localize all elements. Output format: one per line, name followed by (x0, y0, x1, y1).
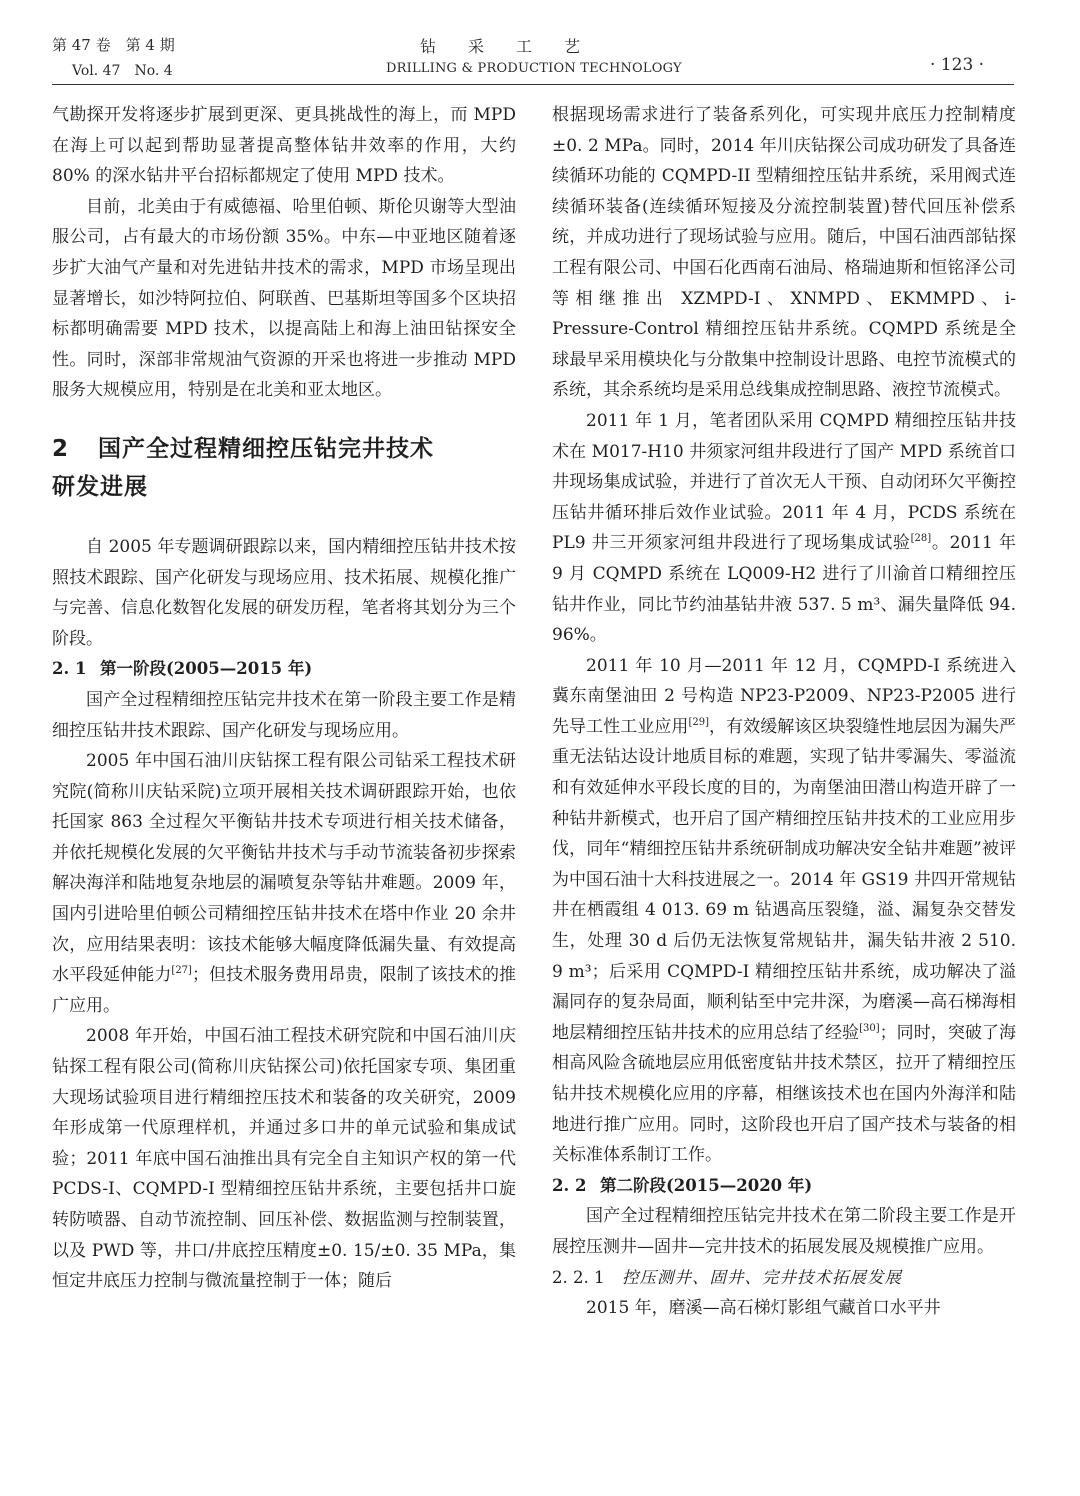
right-paragraph-2-text-b: 。2011 年 9 月 CQMPD 系统在 LQ009-H2 进行了川渝首口精细控压钻井作业，同比节约油基钻井液 537. 5 m³、漏失量降低 94. 96%。 (552, 533, 1016, 646)
subsection-2-2-1-number: 2. 2. 1 (552, 1267, 605, 1287)
subsection-2-2-number: 2. 2 (552, 1175, 587, 1195)
subsection-2-1-number: 2. 1 (52, 659, 87, 679)
right-paragraph-5: 2015 年，磨溪—高石梯灯影组气藏首口水平井 (586, 1298, 941, 1319)
subsection-2-2-1-heading (552, 1263, 1016, 1294)
right-paragraph-3-text-a: 2011 年 10 月—2011 年 12 月，CQMPD-I 系统进入冀东南堡油田 2 号构造 NP23-P2009、NP23-P2005 进行先导工性工业应用 (552, 655, 1016, 737)
citation-28: [28] (910, 533, 932, 545)
subsection-2-2-title: 第二阶段(2015—2020 年) (600, 1175, 813, 1195)
left-paragraph-5-text-a: 2005 年中国石油川庆钻探工程有限公司钻采工程技术研究院(简称川庆钻采院)立项开展相关技术调研跟踪开始，也依托国家 863 全过程欠平衡钻井技术专项进行相关技术储备，并依托规模化发展的欠平衡钻井技术与手动节流装备初步探索解决海洋和陆地复杂地层的漏喷复杂等钻井难题。2009 年，国内引进哈里伯顿公司精细控压钻井技术在塔中作业 20 余井次，应用结果表明：该技术能够大幅度降低漏失量、有效提高水平段延伸能力 (52, 751, 516, 986)
left-column (52, 100, 516, 1297)
header-rule (52, 84, 1014, 85)
citation-29: [29] (688, 716, 709, 728)
subsection-2-2-heading (552, 1171, 1016, 1202)
left-paragraph-3: 自 2005 年专题调研跟踪以来，国内精细控压钻井技术按照技术跟踪、国产化研发与现场应用、技术拓展、规模化推广与完善、信息化数智化发展的研发历程，笔者将其划分为三个阶段。 (52, 536, 516, 649)
right-paragraph-1: 根据现场需求进行了装备系列化，可实现井底压力控制精度±0. 2 MPa。同时，2014 年川庆钻探公司成功研发了具备连续循环功能的 CQMPD-II 型精细控压钻井系统，采用阀式连续循环装备(连续循环短接及分流控制装置)替代回压补偿系统，并成功进行了现场试验与应用。随后，中国石油西部钻探工程有限公司、中国石化西南石油局、格瑞迪斯和恒铭泽公司等相继推出 XZMPD-I、XNMPD、EKMMPD、i-Pressure-Control 精细控压钻井系统。CQMPD 系统是全球最早采用模块化与分散集中控制设计思路、电控节流模式的系统，其余系统均是采用总线集成控制思路、液控节流模式。 (552, 105, 1016, 401)
left-paragraph-1: 气勘探开发将逐步扩展到更深、更具挑战性的海上，而 MPD 在海上可以起到帮助显著提高整体钻井效率的作用，大约 80% 的深水钻井平台招标都规定了使用 MPD 技术。 (52, 105, 516, 187)
section-2-title-line1: 国产全过程精细控压钻完井技术 (98, 435, 434, 462)
citation-27: [27] (171, 965, 192, 977)
section-2-heading (52, 430, 516, 506)
header-volume-en: Vol. 47 No. 4 (72, 63, 173, 79)
subsection-2-2-1-title: 控压测井、固井、完井技术拓展发展 (622, 1267, 902, 1287)
left-paragraph-5-text-b: ；但技术服务费用昂贵，限制了该技术的推广应用。 (52, 965, 517, 1016)
right-column (552, 100, 1016, 1324)
header-volume-cn: 第 47 卷 第 4 期 (52, 36, 175, 54)
right-paragraph-4: 国产全过程精细控压钻完井技术在第二阶段主要工作是开展控压测井—固井—完井技术的拓展发展及规模推广应用。 (552, 1206, 1016, 1257)
right-paragraph-2 (552, 406, 1016, 651)
header-page-number: · 123 · (930, 55, 985, 75)
subsection-2-1-heading (52, 654, 516, 685)
left-paragraph-6: 2008 年开始，中国石油工程技术研究院和中国石油川庆钻探工程有限公司(简称川庆钻探公司)依托国家专项、集团重大现场试验项目进行精细控压技术和装备的攻关研究，2009 年形成第一代原理样机，并通过多口井的单元试验和集成试验；2011 年底中国石油推出具有完全自主知识产权的第一代 PCDS-I、CQMPD-I 型精细控压钻井系统，主要包括井口旋转防喷器、自动节流控制、回压补偿、数据监测与控制装置，以及 PWD 等，井口/井底控压精度±0. 15/±0. 35 MPa，集恒定井底压力控制与微流量控制于一体；随后 (52, 1026, 516, 1292)
left-paragraph-2: 目前，北美由于有威德福、哈里伯顿、斯伦贝谢等大型油服公司，占有最大的市场份额 35%。中东—中亚地区随着逐步扩大油气产量和对先进钻井技术的需求，MPD 市场呈现出显著增长，如沙特阿拉伯、阿联酋、巴基斯坦等国多个区块招标都明确需要 MPD 技术，以提高陆上和海上油田钻探安全性。同时，深部非常规油气资源的开采也将进一步推动 MPD 服务大规模应用，特别是在北美和亚太地区。 (52, 196, 516, 401)
right-paragraph-3-text-b: ，有效缓解该区块裂缝性地层因为漏失严重无法钻达设计地质目标的难题，实现了钻井零漏失、零溢流和有效延伸水平段长度的目的，为南堡油田潜山构造开辟了一种钻井新模式，也开启了国产精细控压钻井技术的工业应用步伐，同年“精细控压钻井系统研制成功解决安全钻井难题”被评为中国石油十大科技进展之一。2014 年 GS19 井四开常规钻井在栖霞组 4 013. 69 m 钻遇高压裂缝，溢、漏复杂交替发生，处理 30 d 后仍无法恢复常规钻井，漏失钻井液 2 510. 9 m³；后采用 CQMPD-I 精细控压钻井系统，成功解决了溢漏同存的复杂局面，顺利钻至中完井深，为磨溪—高石梯海相地层精细控压钻井技术的应用总结了经验 (552, 716, 1017, 1043)
header-journal-en: DRILLING & PRODUCTION TECHNOLOGY (386, 61, 682, 76)
left-paragraph-4: 国产全过程精细控压钻完井技术在第一阶段主要工作是精细控压钻井技术跟踪、国产化研发与现场应用。 (52, 689, 516, 741)
citation-30: [30] (859, 1022, 880, 1034)
section-2-number: 2 (52, 435, 70, 462)
subsection-2-1-title: 第一阶段(2005—2015 年) (100, 659, 313, 679)
right-paragraph-2-text-a: 2011 年 1 月，笔者团队采用 CQMPD 精细控压钻井技术在 M017-H10 井须家河组井段进行了国产 MPD 系统首口井现场集成试验，并进行了首次无人干预、自动闭环欠平衡控压钻井循环排后效作业试验。2011 年 4 月，PCDS 系统在 PL9 井三开须家河组井段进行了现场集成试验 (552, 410, 1016, 554)
right-paragraph-3 (552, 651, 1016, 1171)
left-paragraph-5 (52, 746, 516, 1021)
right-paragraph-3-text-c: ；同时，突破了海相高风险含硫地层应用低密度钻井技术禁区，拉开了精细控压钻井技术规模化应用的序幕，相继该技术也在国内外海洋和陆地进行推广应用。同时，这阶段也开启了国产技术与装备的相关标准体系制订工作。 (552, 1022, 1017, 1166)
section-2-title-line2: 研发进展 (52, 473, 148, 500)
header-journal-cn: 钻 采 工 艺 (420, 37, 581, 56)
